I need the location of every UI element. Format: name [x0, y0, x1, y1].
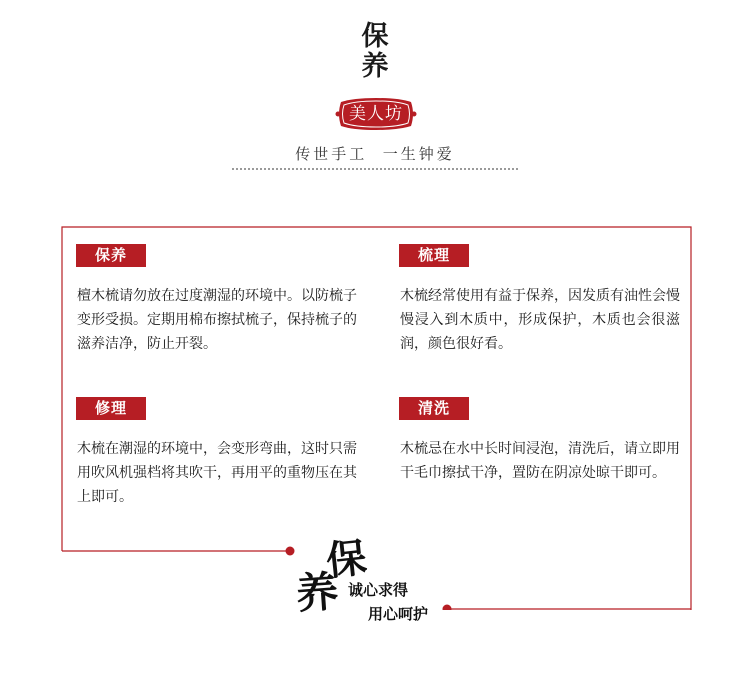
brand-name: 美人坊: [349, 104, 403, 124]
brand-seal: [335, 96, 417, 132]
section-text-comb: 木梳经常使用有益于保养，因发质有油性会慢慢浸入到木质中，形成保护，木质也会很滋润，颜色很好看。: [400, 288, 680, 352]
page-title-line2: 养: [361, 51, 389, 82]
section-text-clean: 木梳忌在水中长时间浸泡，清洗后，请立即用干毛巾擦拭干净，置防在阴凉处晾干即可。: [400, 441, 680, 481]
calligraphy-bao: 保: [323, 534, 369, 585]
page-title-line1: 保: [361, 21, 389, 52]
page-title: [352, 22, 398, 82]
motto-line2: 用心呵护: [368, 605, 429, 623]
section-tag-care: 保养: [76, 244, 146, 267]
section-tag-comb: 梳理: [399, 244, 469, 267]
dotted-divider: [232, 168, 518, 174]
motto-line1: 诚心求得: [348, 581, 409, 599]
calligraphy-yang: 养: [294, 566, 340, 619]
slogan: 传世手工 一生钟爱: [295, 145, 455, 163]
section-text-care: 檀木梳请勿放在过度潮湿的环境中。以防梳子变形受损。定期用棉布擦拭梳子，保持梳子的滋养洁净，防止开裂。: [77, 288, 357, 352]
section-text-repair: 木梳在潮湿的环境中，会变形弯曲，这时只需用吹风机强档将其吹干，再用平的重物压在其上即可。: [77, 441, 357, 505]
section-tag-clean: 清洗: [399, 397, 469, 420]
section-tag-repair: 修理: [76, 397, 146, 420]
